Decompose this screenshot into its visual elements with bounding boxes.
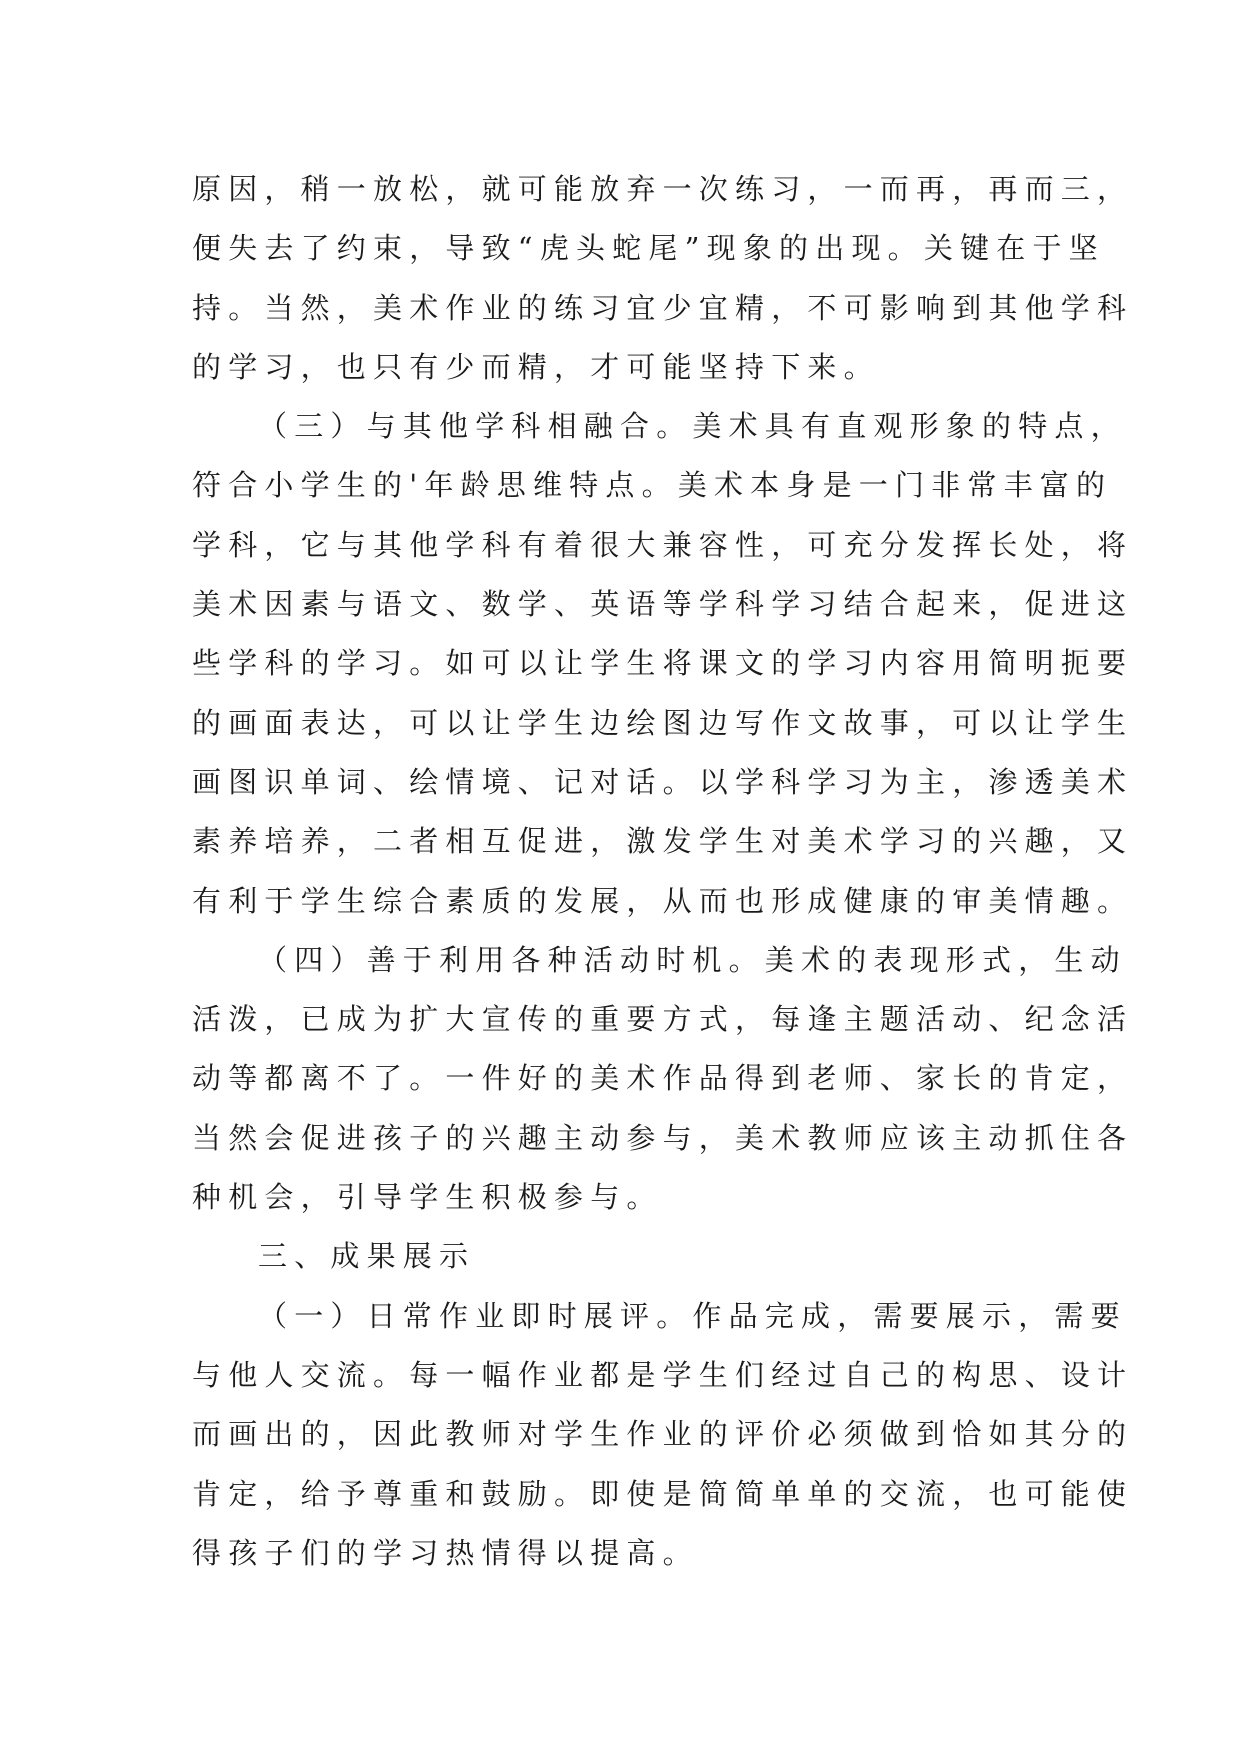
text-line: 有利于学生综合素质的发展，从而也形成健康的审美情趣。 — [192, 883, 1134, 918]
text-line: 持。当然，美术作业的练习宜少宜精，不可影响到其他学科 — [192, 290, 1134, 325]
text-line: 符合小学生的'年龄思维特点。美术本身是一门非常丰富的 — [192, 468, 1113, 503]
text-line: 原因，稍一放松，就可能放弃一次练习，一而再，再而三， — [192, 172, 1134, 206]
text-line: 素养培养，二者相互促进，激发学生对美术学习的兴趣，又 — [192, 824, 1134, 859]
text-line: 肯定，给予尊重和鼓励。即使是简简单单的交流，也可能使 — [192, 1476, 1134, 1511]
paragraph-heading-4: （四）善于利用各种活动时机。美术的表现形式，生动 — [258, 942, 1127, 977]
section-heading: 三、成果展示 — [258, 1239, 476, 1274]
text-line: 得孩子们的学习热情得以提高。 — [192, 1535, 699, 1570]
text-line: 便失去了约束，导致“虎头蛇尾”现象的出现。关键在于坚 — [192, 231, 1105, 266]
text-line: 学科，它与其他学科有着很大兼容性，可充分发挥长处，将 — [192, 527, 1134, 562]
text-line: 些学科的学习。如可以让学生将课文的学习内容用简明扼要 — [192, 646, 1134, 681]
text-line: 活泼，已成为扩大宣传的重要方式，每逢主题活动、纪念活 — [192, 1002, 1134, 1037]
text-line: 的画面表达，可以让学生边绘图边写作文故事，可以让学生 — [192, 705, 1134, 740]
text-line: 动等都离不了。一件好的美术作品得到老师、家长的肯定， — [192, 1061, 1134, 1096]
text-line: 的学习，也只有少而精，才可能坚持下来。 — [192, 349, 880, 384]
paragraph-heading-1: （一）日常作业即时展评。作品完成，需要展示，需要 — [258, 1298, 1127, 1333]
text-line: 画图识单词、绘情境、记对话。以学科学习为主，渗透美术 — [192, 764, 1134, 799]
text-line: 与他人交流。每一幅作业都是学生们经过自己的构思、设计 — [192, 1357, 1134, 1392]
document-body — [192, 160, 1134, 1583]
paragraph-heading-3: （三）与其他学科相融合。美术具有直观形象的特点， — [258, 409, 1127, 444]
text-line: 种机会，引导学生积极参与。 — [192, 1180, 663, 1215]
text-line: 而画出的，因此教师对学生作业的评价必须做到恰如其分的 — [192, 1417, 1134, 1452]
text-line: 美术因素与语文、数学、英语等学科学习结合起来，促进这 — [192, 587, 1134, 622]
text-line: 当然会促进孩子的兴趣主动参与，美术教师应该主动抓住各 — [192, 1120, 1134, 1155]
